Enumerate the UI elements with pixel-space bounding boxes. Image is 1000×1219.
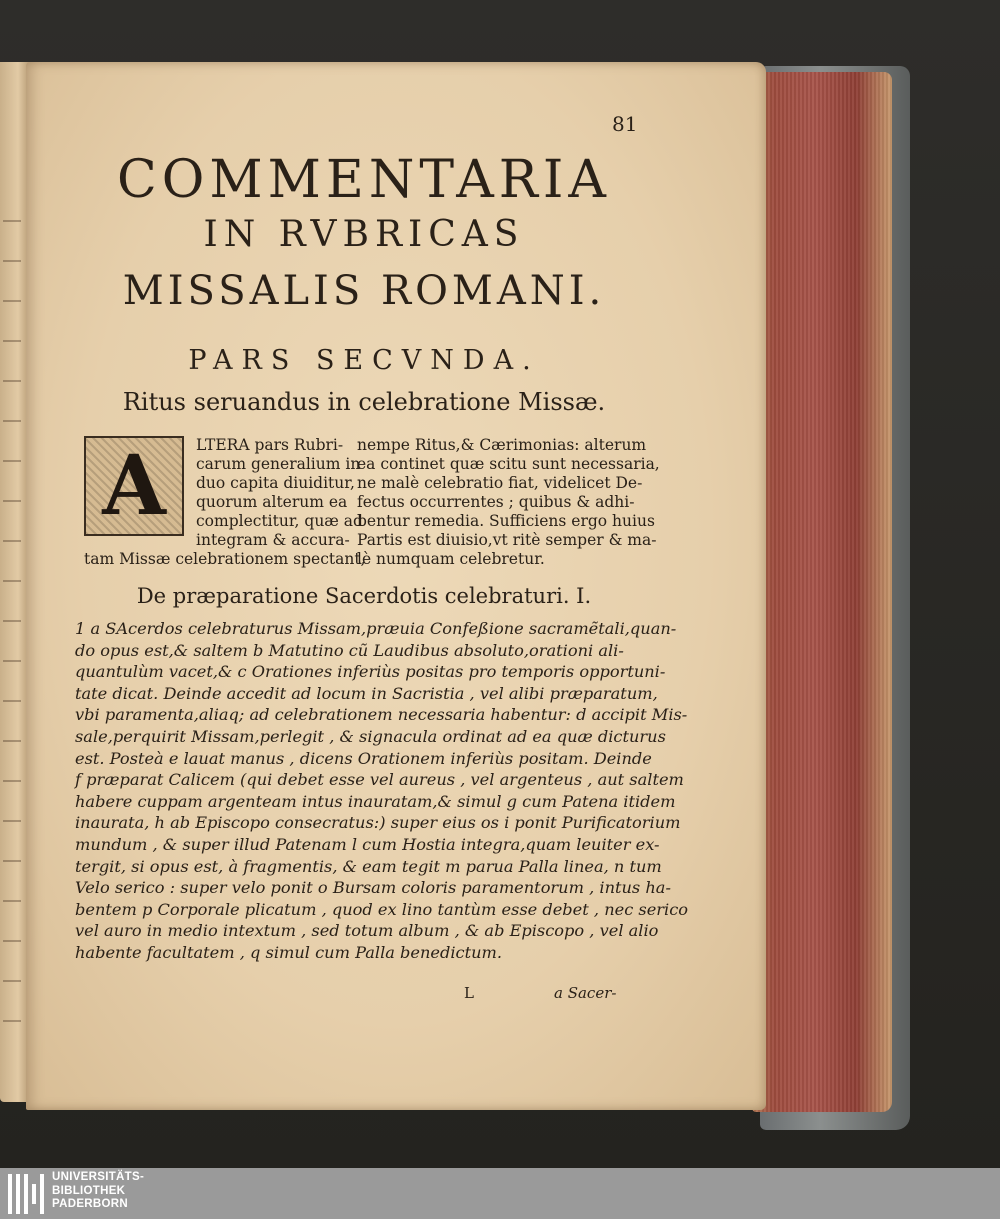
body-line: f præparat Calicem (qui debet esse vel aureus , vel argenteus , aut saltem — [75, 770, 684, 790]
book-page — [26, 62, 766, 1110]
title-line-1: COMMENTARIA — [116, 150, 611, 210]
initial-letter: A — [102, 438, 166, 534]
intro-left-line: duo capita diuiditur, — [196, 474, 355, 492]
intro-left-line: carum generalium in — [196, 455, 361, 473]
part-title: PARS SECVNDA. — [188, 345, 540, 376]
decorated-initial — [84, 436, 184, 536]
body-line: sale,perquirit Missam,perlegit , & signacula ordinat ad ea quæ dicturus — [75, 726, 666, 746]
library-name-line: UNIVERSITÄTS- — [52, 1171, 145, 1183]
section-heading: De præparatione Sacerdotis celebraturi. I. — [136, 584, 592, 608]
library-name — [52, 1171, 144, 1212]
intro-right-line: lè numquam celebretur. — [357, 550, 545, 568]
intro-right-column — [357, 436, 660, 569]
body-line: mundum , & super illud Patenam l cum Hostia integra,quam leuiter ex- — [75, 834, 660, 854]
previous-page-text-traces — [3, 202, 21, 1022]
body-line: quantulùm vacet,& c Orationes inferiùs positas pro temporis opportuni- — [75, 662, 666, 682]
intro-right-line: ea continet quæ scitu sunt necessaria, — [357, 455, 660, 473]
body-line: tate dicat. Deinde accedit ad locum in Sacristia , vel alibi præparatum, — [75, 683, 658, 703]
body-line: habere cuppam argenteam intus inauratam,& simul g cum Patena itidem — [75, 791, 676, 811]
intro-left-line: quorum alterum ea — [196, 493, 348, 511]
library-name-line: PADERBORN — [52, 1198, 128, 1210]
library-name-line: BIBLIOTHEK — [52, 1184, 126, 1197]
body-line: Velo serico : super velo ponit o Bursam coloris paramentorum , intus ha- — [75, 878, 671, 898]
library-logo-icon — [8, 1174, 46, 1214]
intro-right-line: nempe Ritus,& Cærimonias: alterum — [357, 436, 647, 454]
intro-left-line: integram & accura- — [196, 531, 350, 549]
intro-left-line: complectitur, quæ ad — [196, 512, 363, 530]
red-page-edges — [752, 72, 892, 1112]
body-line: do opus est,& saltem b Matutino cũ Laudibus absoluto,orationi ali- — [75, 640, 624, 660]
signature-mark: L — [464, 984, 474, 1002]
intro-left-line: LTERA pars Rubri- — [196, 436, 344, 454]
title-line-3: MISSALIS ROMANI. — [122, 268, 606, 314]
catchword: a Sacer- — [554, 984, 617, 1002]
rubric-body-text — [75, 618, 689, 964]
intro-right-line: fectus occurrentes ; quibus & adhi- — [357, 493, 635, 511]
intro-right-line: Partis est diuisio,vt ritè semper & ma- — [357, 531, 657, 549]
body-line: tergit, si opus est, à fragmentis, & eam tegit m parua Palla linea, n tum — [75, 856, 662, 876]
intro-right-line: bentur remedia. Sufficiens ergo huius — [357, 512, 655, 530]
title-line-2: IN RVBRICAS — [203, 214, 525, 255]
body-line: habente facultatem , q simul cum Palla benedictum. — [75, 942, 503, 962]
page-number: 81 — [612, 112, 638, 136]
body-line: vbi paramenta,aliaq; ad celebrationem necessaria habentur: d accipit Mis- — [75, 705, 688, 725]
intro-left-line: tam Missæ celebrationem spectant, — [84, 550, 366, 568]
intro-right-line: ne malè celebratio fiat, videlicet De- — [357, 474, 643, 492]
page-footer-line — [464, 984, 616, 1002]
body-line: bentem p Corporale plicatum , quod ex lino tantùm esse debet , nec serico — [75, 899, 689, 919]
library-footer-bar — [0, 1168, 1000, 1219]
body-line: 1 a SAcerdos celebraturus Missam,præuia Confeßione sacramẽtali,quan- — [75, 619, 677, 638]
body-line: vel auro in medio intextum , sed totum album , & ab Episcopo , vel alio — [75, 921, 659, 941]
body-line: est. Posteà e lauat manus , dicens Orationem inferiùs positam. Deinde — [75, 748, 652, 768]
body-line: inaurata, h ab Episcopo consecratus:) super eius os i ponit Purificatorium — [75, 813, 681, 833]
part-subtitle: Ritus seruandus in celebratione Missæ. — [122, 388, 606, 416]
